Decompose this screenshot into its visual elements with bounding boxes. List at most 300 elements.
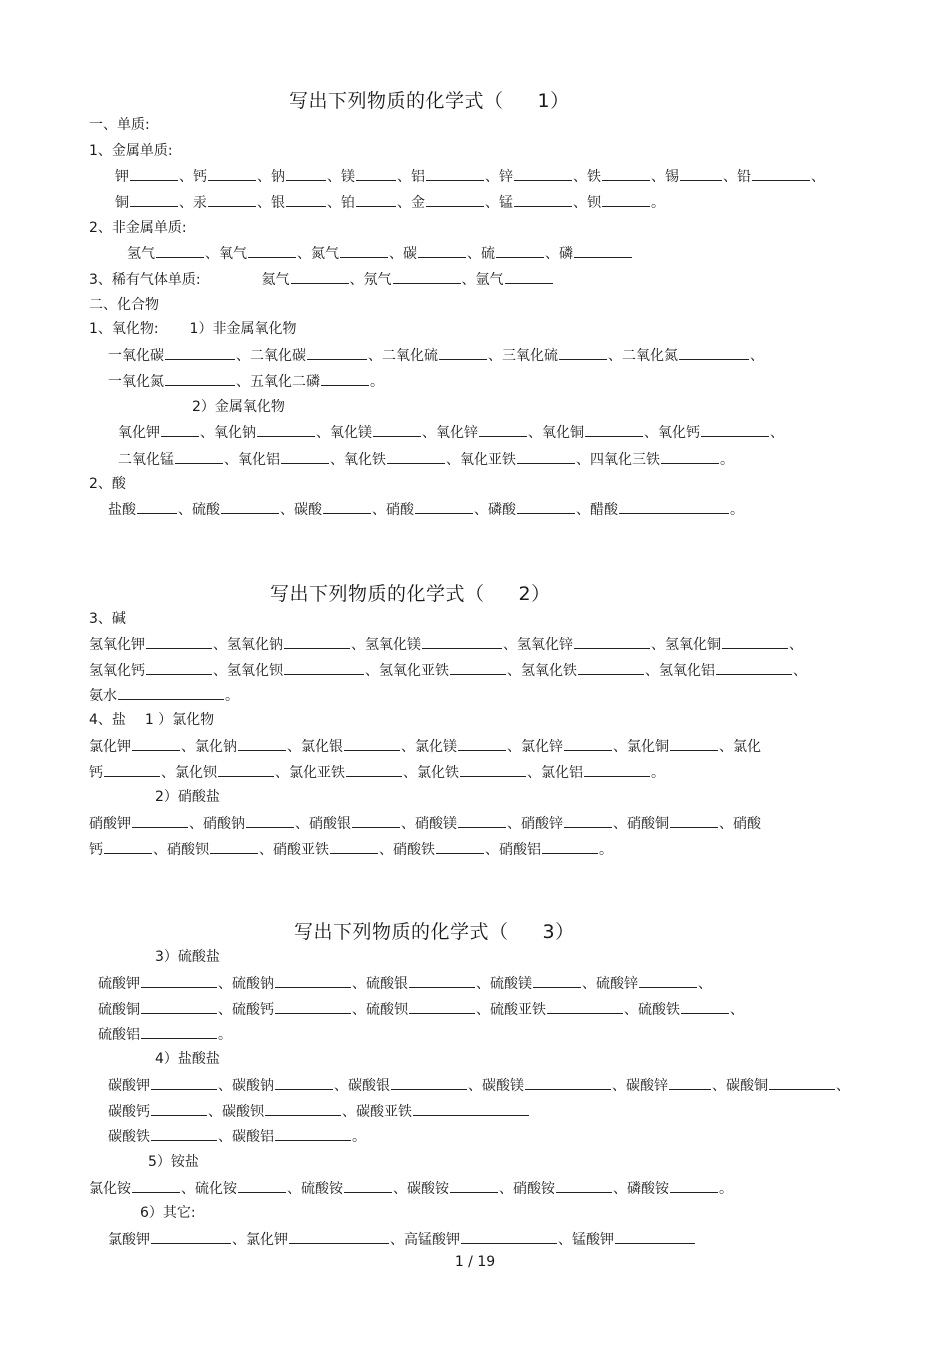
answer-blank[interactable] — [141, 1025, 217, 1039]
heading-salts: 4、盐 — [89, 712, 126, 728]
answer-blank[interactable] — [564, 737, 612, 751]
separator-mark: 、 — [789, 637, 803, 653]
answer-blank[interactable] — [669, 1076, 711, 1090]
separator-mark: 、 — [379, 842, 393, 858]
separator-mark: 、 — [719, 739, 733, 755]
separator-mark: 、 — [811, 169, 825, 185]
separator-mark: 、 — [295, 816, 309, 832]
answer-blank[interactable] — [291, 270, 349, 284]
item-label: 氯化钡 — [175, 765, 217, 781]
answer-blank[interactable] — [505, 270, 553, 284]
answer-blank[interactable] — [514, 167, 572, 181]
item-label: 氩气 — [475, 272, 504, 288]
answer-blank[interactable] — [151, 1076, 217, 1090]
item-label: 硫酸锌 — [596, 976, 638, 992]
separator-mark: 、 — [485, 169, 499, 185]
heading-other: 6）其它: — [140, 1205, 196, 1221]
answer-blank[interactable] — [132, 737, 180, 751]
separator-mark: 、 — [218, 1078, 232, 1094]
answer-blank[interactable] — [284, 661, 364, 675]
answer-blank[interactable] — [346, 763, 402, 777]
item-label: 氧气 — [219, 246, 247, 262]
item-label: 硫 — [481, 246, 495, 262]
section-title-1: 写出下列物质的化学式（ 1） — [289, 90, 570, 112]
answer-blank[interactable] — [556, 1179, 612, 1193]
separator-mark: 、 — [297, 246, 311, 262]
answer-blank[interactable] — [458, 814, 506, 828]
separator-mark: 、 — [351, 637, 365, 653]
item-label: 氧化钙 — [658, 425, 700, 441]
item-label: 镁 — [341, 169, 355, 185]
answer-blank[interactable] — [130, 167, 178, 181]
answer-blank[interactable] — [716, 661, 792, 675]
separator-mark: 、 — [446, 452, 460, 468]
separator-mark: 、 — [389, 246, 403, 262]
row-noble-gas — [89, 270, 554, 289]
row-other — [108, 1230, 696, 1249]
item-label: 硝酸亚铁 — [273, 842, 329, 858]
item-label: 碳酸镁 — [482, 1078, 524, 1094]
separator-mark: 、 — [218, 976, 232, 992]
answer-blank[interactable] — [161, 423, 199, 437]
separator-mark: 、 — [259, 842, 273, 858]
answer-blank[interactable] — [418, 244, 466, 258]
answer-blank[interactable] — [118, 686, 224, 700]
answer-blank[interactable] — [286, 167, 326, 181]
item-label: 碳酸钡 — [222, 1104, 264, 1120]
item-label: 硫酸钡 — [366, 1002, 408, 1018]
separator-mark: 、 — [573, 195, 587, 211]
item-label: 氯化铝 — [541, 765, 583, 781]
separator-mark: 、 — [613, 816, 627, 832]
item-label: 氢氧化钾 — [89, 637, 145, 653]
answer-blank[interactable] — [289, 1230, 389, 1244]
answer-blank[interactable] — [132, 814, 188, 828]
separator-mark: 、 — [645, 663, 659, 679]
item-label: 氯化钾 — [246, 1232, 288, 1248]
item-label: 钡 — [587, 195, 601, 211]
answer-blank[interactable] — [104, 840, 152, 854]
item-label: 二氧化碳 — [250, 348, 306, 364]
separator-mark: 、 — [330, 452, 344, 468]
separator-mark: 、 — [576, 502, 590, 518]
item-label: 氯化亚铁 — [289, 765, 345, 781]
period-mark: 。 — [218, 1027, 232, 1043]
row-nonmetal-oxide-2 — [108, 372, 384, 391]
item-label: 硝酸铵 — [513, 1181, 555, 1197]
answer-blank[interactable] — [619, 500, 729, 514]
separator-mark: 、 — [712, 1078, 726, 1094]
item-label: 碳酸钠 — [232, 1078, 274, 1094]
item-label: 氢氧化钙 — [89, 663, 145, 679]
item-label: 碳酸锌 — [626, 1078, 668, 1094]
separator-mark: 、 — [390, 1232, 404, 1248]
item-label: 硫酸亚铁 — [490, 1002, 546, 1018]
answer-blank[interactable] — [413, 1102, 529, 1116]
answer-blank[interactable] — [574, 635, 650, 649]
item-label: 氧化铝 — [238, 452, 280, 468]
separator-mark: 、 — [719, 816, 733, 832]
answer-blank[interactable] — [286, 193, 326, 207]
answer-blank[interactable] — [340, 244, 388, 258]
item-label: 硝酸铜 — [627, 816, 669, 832]
separator-mark: 、 — [485, 195, 499, 211]
separator-mark: 、 — [730, 1002, 744, 1018]
separator-mark: 、 — [236, 374, 250, 390]
item-label: 磷酸 — [488, 502, 516, 518]
item-label: 铝 — [411, 169, 425, 185]
separator-mark: 、 — [181, 1181, 195, 1197]
separator-mark: 、 — [612, 1078, 626, 1094]
answer-blank[interactable] — [175, 450, 223, 464]
item-label: 磷酸铵 — [627, 1181, 669, 1197]
answer-blank[interactable] — [450, 1179, 498, 1193]
answer-blank[interactable] — [409, 974, 475, 988]
answer-blank[interactable] — [281, 450, 329, 464]
heading-ammonium: 5）铵盐 — [148, 1154, 199, 1170]
answer-blank[interactable] — [373, 423, 421, 437]
heading-nonmetal-oxides: 1）非金属氧化物 — [189, 321, 297, 337]
item-label: 碳酸铜 — [726, 1078, 768, 1094]
answer-blank[interactable] — [356, 193, 396, 207]
answer-blank[interactable] — [564, 814, 612, 828]
answer-blank[interactable] — [284, 635, 350, 649]
item-label: 五氧化二磷 — [250, 374, 320, 390]
separator-mark: 、 — [651, 169, 665, 185]
answer-blank[interactable] — [146, 661, 212, 675]
answer-blank[interactable] — [141, 1000, 217, 1014]
answer-blank[interactable] — [422, 635, 502, 649]
answer-blank[interactable] — [496, 244, 544, 258]
answer-blank[interactable] — [722, 635, 788, 649]
answer-blank[interactable] — [680, 167, 722, 181]
answer-blank[interactable] — [415, 500, 473, 514]
separator-mark: 、 — [793, 663, 807, 679]
heading-oxides: 1、氧化物: — [89, 321, 159, 337]
answer-blank[interactable] — [514, 193, 572, 207]
separator-mark: 、 — [372, 502, 386, 518]
row-metal-2 — [115, 193, 665, 212]
item-label: 氢氧化锌 — [517, 637, 573, 653]
answer-blank[interactable] — [165, 346, 235, 360]
separator-mark: 、 — [468, 1078, 482, 1094]
answer-blank[interactable] — [752, 167, 810, 181]
heading-acids: 2、酸 — [89, 476, 126, 492]
item-label: 铂 — [341, 195, 355, 211]
separator-mark: 、 — [287, 739, 301, 755]
item-label: 碳酸铁 — [108, 1129, 150, 1145]
answer-blank[interactable] — [393, 270, 461, 284]
separator-mark: 、 — [365, 663, 379, 679]
answer-blank[interactable] — [137, 500, 177, 514]
row-chloride-1 — [89, 737, 761, 756]
item-label: 氧化锌 — [436, 425, 478, 441]
answer-blank[interactable] — [547, 1000, 623, 1014]
answer-blank[interactable] — [679, 346, 749, 360]
row-nonmetal-oxide-1 — [108, 346, 764, 365]
item-label: 硫酸钙 — [232, 1002, 274, 1018]
answer-blank[interactable] — [542, 840, 598, 854]
separator-mark: 、 — [558, 1232, 572, 1248]
separator-mark: 、 — [770, 425, 784, 441]
item-label: 氧化亚铁 — [460, 452, 516, 468]
answer-blank[interactable] — [330, 840, 378, 854]
answer-blank[interactable] — [352, 814, 400, 828]
answer-blank[interactable] — [208, 167, 256, 181]
item-label: 高锰酸钾 — [404, 1232, 460, 1248]
separator-mark: 、 — [503, 637, 517, 653]
item-label: 一氧化碳 — [108, 348, 164, 364]
answer-blank[interactable] — [130, 193, 178, 207]
separator-mark: 、 — [213, 637, 227, 653]
row-metal-1 — [115, 167, 825, 186]
item-label: 氢氧化铁 — [521, 663, 577, 679]
answer-blank[interactable] — [221, 500, 279, 514]
item-label: 氯化铜 — [627, 739, 669, 755]
heading-bases: 3、碱 — [89, 611, 126, 627]
item-label: 二氧化锰 — [118, 452, 174, 468]
separator-mark: 、 — [723, 169, 737, 185]
item-label: 四氧化三铁 — [590, 452, 660, 468]
item-label: 硝酸银 — [309, 816, 351, 832]
separator-mark: 、 — [218, 1002, 232, 1018]
answer-blank[interactable] — [356, 167, 396, 181]
answer-blank[interactable] — [391, 1076, 467, 1090]
answer-blank[interactable] — [387, 450, 445, 464]
item-label: 二氧化氮 — [622, 348, 678, 364]
answer-blank[interactable] — [450, 661, 506, 675]
item-label: 氯化铁 — [417, 765, 459, 781]
separator-mark: 、 — [218, 1129, 232, 1145]
section-title-3: 写出下列物质的化学式（ 3） — [294, 921, 575, 943]
answer-blank[interactable] — [146, 635, 212, 649]
item-label: 一氧化氮 — [108, 374, 164, 390]
item-label: 氖气 — [363, 272, 392, 288]
item-label: 氢氧化亚铁 — [379, 663, 449, 679]
answer-blank[interactable] — [670, 737, 718, 751]
answer-blank[interactable] — [670, 814, 718, 828]
separator-mark: 、 — [750, 348, 764, 364]
separator-mark: 、 — [181, 739, 195, 755]
item-label: 硫酸铁 — [638, 1002, 680, 1018]
row-carbonate-2 — [108, 1102, 530, 1121]
answer-blank[interactable] — [574, 244, 632, 258]
heading-compounds: 二、化合物 — [89, 297, 159, 313]
answer-blank[interactable] — [479, 423, 527, 437]
item-label: 氧化镁 — [330, 425, 372, 441]
answer-blank[interactable] — [151, 1102, 207, 1116]
answer-blank[interactable] — [321, 372, 369, 386]
answer-blank[interactable] — [436, 840, 484, 854]
answer-blank[interactable] — [323, 500, 371, 514]
answer-blank[interactable] — [307, 346, 367, 360]
item-label: 钙 — [89, 842, 103, 858]
separator-mark: 、 — [316, 425, 330, 441]
answer-blank[interactable] — [639, 974, 697, 988]
separator-mark: 、 — [527, 765, 541, 781]
item-label: 汞 — [193, 195, 207, 211]
item-label: 锰 — [499, 195, 513, 211]
answer-blank[interactable] — [578, 661, 644, 675]
separator-mark: 、 — [200, 425, 214, 441]
answer-blank[interactable] — [104, 763, 160, 777]
item-label: 硝酸 — [386, 502, 414, 518]
answer-blank[interactable] — [275, 1127, 351, 1141]
item-label: 碳酸银 — [348, 1078, 390, 1094]
separator-mark: 、 — [613, 1181, 627, 1197]
separator-mark: 、 — [488, 348, 502, 364]
item-label: 硝酸钡 — [167, 842, 209, 858]
answer-blank[interactable] — [461, 1230, 557, 1244]
separator-mark: 、 — [334, 1078, 348, 1094]
row-nitrate-1 — [89, 814, 761, 833]
period-mark: 。 — [719, 1181, 733, 1197]
row-carbonate-3 — [108, 1127, 366, 1146]
answer-blank[interactable] — [275, 1076, 333, 1090]
answer-blank[interactable] — [681, 1000, 729, 1014]
item-label: 硝酸锌 — [521, 816, 563, 832]
row-base-2 — [89, 661, 807, 680]
item-label: 碳酸铵 — [407, 1181, 449, 1197]
answer-blank[interactable] — [439, 346, 487, 360]
answer-blank[interactable] — [458, 737, 506, 751]
separator-mark: 、 — [422, 425, 436, 441]
separator-mark: 、 — [698, 976, 712, 992]
answer-blank[interactable] — [151, 1127, 217, 1141]
item-label: 氯化铵 — [89, 1181, 131, 1197]
answer-blank[interactable] — [238, 737, 286, 751]
item-label: 氢氧化钠 — [227, 637, 283, 653]
heading-noble-gas: 3、稀有气体单质: — [89, 272, 201, 288]
separator-mark: 、 — [257, 195, 271, 211]
row-salt-heading — [89, 711, 214, 729]
separator-mark: 、 — [401, 739, 415, 755]
separator-mark: 、 — [178, 502, 192, 518]
separator-mark: 、 — [342, 1104, 356, 1120]
answer-blank[interactable] — [517, 450, 575, 464]
separator-mark: 、 — [224, 452, 238, 468]
item-label: 二氧化硫 — [382, 348, 438, 364]
period-mark: 。 — [651, 195, 665, 211]
answer-blank[interactable] — [156, 244, 204, 258]
separator-mark: 、 — [397, 169, 411, 185]
answer-blank[interactable] — [275, 974, 351, 988]
separator-mark: 、 — [507, 739, 521, 755]
item-label: 氯化钠 — [195, 739, 237, 755]
row-base-3 — [89, 686, 239, 705]
answer-blank[interactable] — [585, 423, 643, 437]
answer-blank[interactable] — [165, 372, 235, 386]
answer-blank[interactable] — [344, 737, 400, 751]
answer-blank[interactable] — [275, 1000, 351, 1014]
row-metal-oxide-2 — [118, 450, 734, 469]
item-label: 氯化银 — [301, 739, 343, 755]
period-mark: 。 — [599, 842, 613, 858]
answer-blank[interactable] — [218, 763, 274, 777]
row-ammonium — [89, 1179, 733, 1198]
item-label: 盐酸 — [108, 502, 136, 518]
period-mark: 。 — [730, 502, 744, 518]
answer-blank[interactable] — [344, 1179, 392, 1193]
heading-chlorides: 1 ）氯化物 — [144, 712, 215, 728]
row-oxide-heading — [89, 320, 296, 338]
item-label: 铁 — [587, 169, 601, 185]
heading-metal-oxides: 2）金属氧化物 — [192, 399, 285, 415]
item-label: 醋酸 — [590, 502, 618, 518]
answer-blank[interactable] — [602, 167, 650, 181]
item-label: 氢气 — [127, 246, 155, 262]
answer-blank[interactable] — [533, 974, 581, 988]
item-label: 锡 — [665, 169, 679, 185]
answer-blank[interactable] — [670, 1179, 718, 1193]
period-mark: 。 — [720, 452, 734, 468]
separator-mark: 、 — [352, 976, 366, 992]
answer-blank[interactable] — [584, 763, 650, 777]
separator-mark: 、 — [476, 976, 490, 992]
answer-blank[interactable] — [265, 1102, 341, 1116]
answer-blank[interactable] — [132, 1179, 180, 1193]
answer-blank[interactable] — [517, 500, 575, 514]
answer-blank[interactable] — [701, 423, 769, 437]
separator-mark: 、 — [368, 348, 382, 364]
item-label: 氢氧化镁 — [365, 637, 421, 653]
separator-mark: 、 — [257, 169, 271, 185]
answer-blank[interactable] — [426, 193, 484, 207]
answer-blank[interactable] — [248, 244, 296, 258]
separator-mark: 、 — [205, 246, 219, 262]
row-base-1 — [89, 635, 803, 654]
answer-blank[interactable] — [210, 840, 258, 854]
answer-blank[interactable] — [208, 193, 256, 207]
answer-blank[interactable] — [661, 450, 719, 464]
item-label: 碳酸亚铁 — [356, 1104, 412, 1120]
item-label: 硫酸镁 — [490, 976, 532, 992]
item-label: 氢氧化铜 — [665, 637, 721, 653]
answer-blank[interactable] — [769, 1076, 835, 1090]
separator-mark: 、 — [236, 348, 250, 364]
item-label: 氧化钾 — [118, 425, 160, 441]
item-label: 硫酸银 — [366, 976, 408, 992]
answer-blank[interactable] — [409, 1000, 475, 1014]
separator-mark: 、 — [476, 1002, 490, 1018]
answer-blank[interactable] — [559, 346, 607, 360]
item-label: 锌 — [499, 169, 513, 185]
item-label: 氯化钾 — [89, 739, 131, 755]
answer-blank[interactable] — [426, 167, 484, 181]
heading-elements: 一、单质: — [89, 117, 150, 133]
answer-blank[interactable] — [525, 1076, 611, 1090]
section-title-2: 写出下列物质的化学式（ 2） — [270, 583, 551, 605]
item-label: 氧化钠 — [214, 425, 256, 441]
answer-blank[interactable] — [602, 193, 650, 207]
separator-mark: 、 — [213, 663, 227, 679]
item-label: 硫酸钠 — [232, 976, 274, 992]
separator-mark: 、 — [573, 169, 587, 185]
answer-blank[interactable] — [460, 763, 526, 777]
answer-blank[interactable] — [615, 1230, 695, 1244]
answer-blank[interactable] — [141, 974, 217, 988]
item-label: 硫化铵 — [195, 1181, 237, 1197]
separator-mark: 、 — [327, 169, 341, 185]
row-chloride-2 — [89, 763, 665, 782]
separator-mark: 、 — [836, 1078, 850, 1094]
separator-mark: 、 — [287, 1181, 301, 1197]
separator-mark: 、 — [528, 425, 542, 441]
answer-blank[interactable] — [257, 423, 315, 437]
answer-blank[interactable] — [151, 1230, 231, 1244]
answer-blank[interactable] — [238, 1179, 286, 1193]
answer-blank[interactable] — [246, 814, 294, 828]
